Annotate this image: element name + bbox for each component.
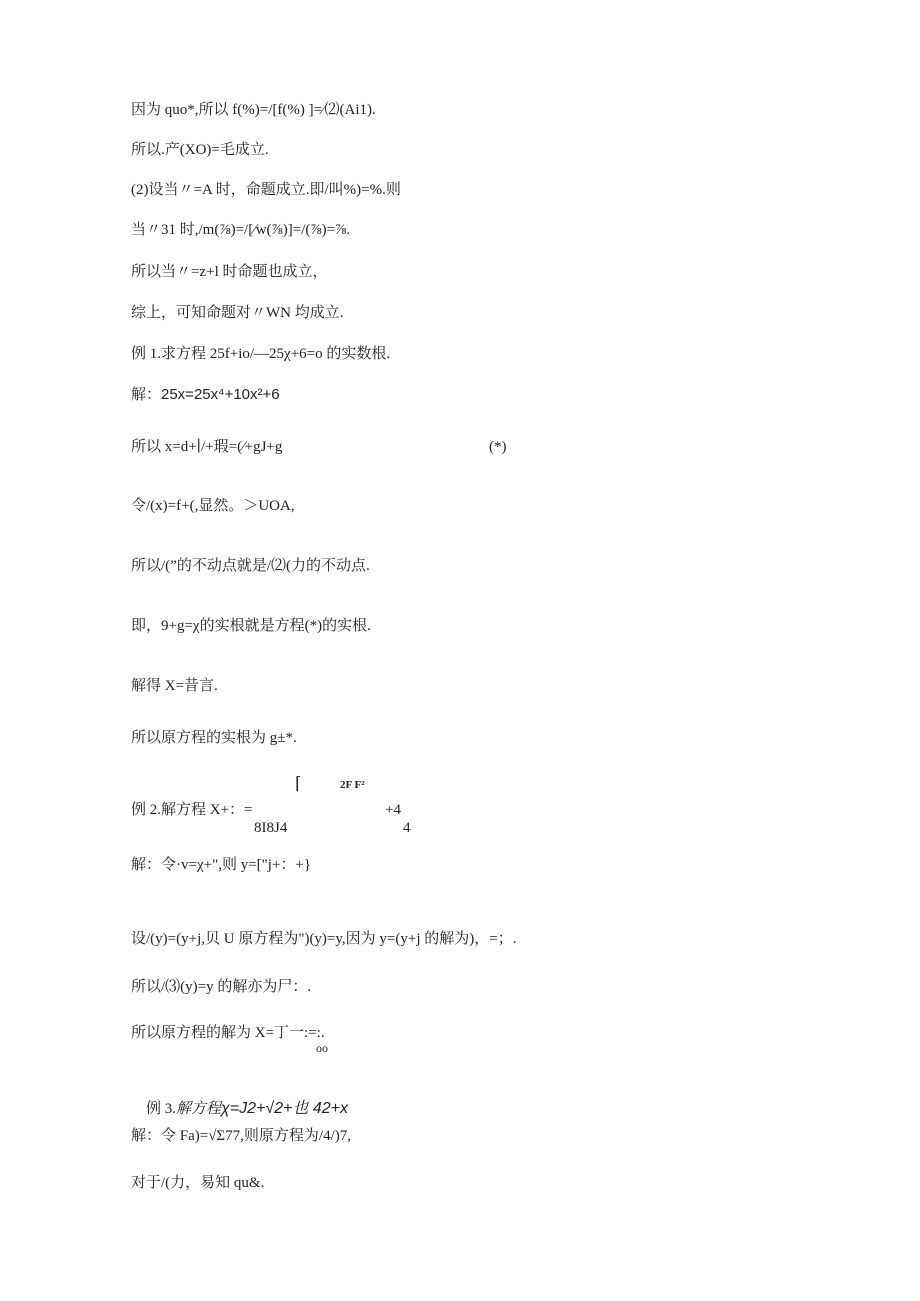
text-line-22: 对于/(力，易知 qu&. (131, 1175, 265, 1191)
text-line-6: 综上，可知命题对〃WN 均成立. (131, 305, 344, 321)
example-3-label: 例 3. (146, 1101, 177, 1117)
text-line-13: 解得 X=昔言. (131, 678, 218, 694)
equation-star-line: 所以 x=d+∣/+瑕=(⁄+gJ+g (131, 439, 283, 455)
solution-2-line: 解：令·v=χ+",则 y=["j+：+} (131, 857, 312, 873)
fraction-denominator-4: 4 (403, 820, 411, 836)
text-line-3: (2)设当〃=A 时，命题成立.即/叫%)=%.则 (131, 182, 401, 198)
text-line-5: 所以当〃=z+l 时命题也成立， (131, 264, 328, 280)
text-line-18: 所以/⑶(y)=y 的解亦为尸：. (131, 979, 312, 995)
example-3-title: 解方程 (176, 1101, 222, 1117)
fraction-bracket: ⌈ (295, 774, 302, 793)
text-line-4: 当〃31 时,/m(⅞)=/[∕w(⅞)]=/(⅞)=⅞. (131, 222, 351, 238)
fraction-superscript: 2F F² (340, 779, 365, 791)
subscript-oo: oo (316, 1041, 328, 1055)
text-line-19: 所以原方程的解为 X=丁一:=:. (131, 1025, 325, 1041)
fraction-denominator: 8I8J4 (254, 820, 288, 836)
text-line-2: 所以.产(XO)=毛成立. (131, 142, 269, 158)
text-line-1: 因为 quo*,所以 f(%)=/[f(%) ]=⁄⑵(Ai1). (131, 102, 376, 118)
text-line-12: 即，9+g=χ的实根就是方程(*)的实根. (131, 618, 371, 634)
text-line-10: 令/(x)=f+(,显然。＞UOA, (131, 498, 295, 514)
equation-star-mark: (*) (489, 439, 507, 455)
example-1-heading: 例 1.求方程 25f+io/—25χ+6=o 的实数根. (131, 346, 391, 362)
text-line-11: 所以/(”的不动点就是/⑵(力的不动点. (131, 558, 370, 574)
example-2-heading: 例 2.解方程 X+：= (131, 802, 253, 818)
fraction-plus4: +4 (385, 802, 401, 818)
text-line-17: 设/(y)=(y+j,贝 U 原方程为")(y)=y,因为 y=(y+j 的解为)，=；. (131, 931, 517, 947)
solution-1-line: 解：25x=25x⁴+10x²+6 (131, 386, 280, 403)
solution-3-line: 解：令 Fa)=√Σ77,则原方程为/4/)7, (131, 1128, 351, 1144)
example-3-formula: χ=J2+√2+也 42+x (221, 1100, 348, 1117)
text-line-14: 所以原方程的实根为 g±*. (131, 730, 297, 746)
